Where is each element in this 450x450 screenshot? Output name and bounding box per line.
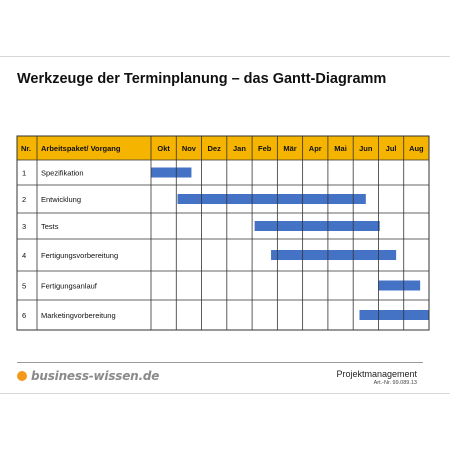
month-label-0: Okt: [157, 144, 170, 153]
logo-dot-icon: [17, 371, 27, 381]
header-nr-label: Nr.: [21, 144, 32, 153]
gantt-svg: [17, 136, 429, 328]
brand-logo[interactable]: [17, 369, 159, 383]
month-label-1: Nov: [181, 144, 196, 153]
gantt-bar-5: [378, 281, 420, 291]
page-title: Werkzeuge der Terminplanung – das Gantt-Diagramm: [17, 71, 387, 87]
month-label-9: Jul: [385, 144, 397, 153]
task-nr-3: 3: [22, 222, 27, 231]
footer-divider: [17, 362, 423, 363]
task-name-3: Tests: [41, 222, 59, 231]
task-nr-1: 1: [22, 168, 27, 178]
month-label-4: Feb: [258, 144, 272, 153]
footer-category: Projektmanagement: [336, 369, 417, 379]
month-label-7: Mai: [334, 144, 347, 153]
gantt-bar-1: [151, 168, 191, 178]
footer-article-number: Art.-Nr. 99.089.13: [373, 380, 417, 386]
gantt-border: [17, 136, 429, 330]
month-label-6: Apr: [308, 144, 322, 153]
month-label-10: Aug: [409, 144, 424, 153]
task-nr-2: 2: [22, 195, 27, 204]
task-name-4: Fertigungsvorbereitung: [41, 251, 119, 260]
gantt-chart: [17, 136, 429, 328]
logo-text: business-wissen.de: [31, 369, 160, 383]
task-nr-6: 6: [22, 311, 27, 320]
gantt-bar-2: [178, 194, 366, 204]
task-name-1: Spezifikation: [41, 168, 84, 178]
month-label-8: Jun: [359, 144, 373, 153]
month-label-2: Dez: [207, 144, 221, 153]
month-label-5: Mär: [283, 144, 297, 153]
gantt-bar-6: [360, 310, 430, 320]
gantt-bar-4: [271, 250, 396, 260]
task-nr-4: 4: [22, 251, 27, 260]
task-nr-5: 5: [22, 281, 27, 291]
gantt-bar-3: [255, 221, 380, 231]
task-name-2: Entwicklung: [41, 195, 82, 204]
task-name-6: Marketingvorbereitung: [41, 311, 116, 320]
month-label-3: Jan: [232, 144, 246, 153]
task-name-5: Fertigungsanlauf: [41, 281, 97, 291]
header-task-label: Arbeitspaket/ Vorgang: [41, 144, 121, 153]
